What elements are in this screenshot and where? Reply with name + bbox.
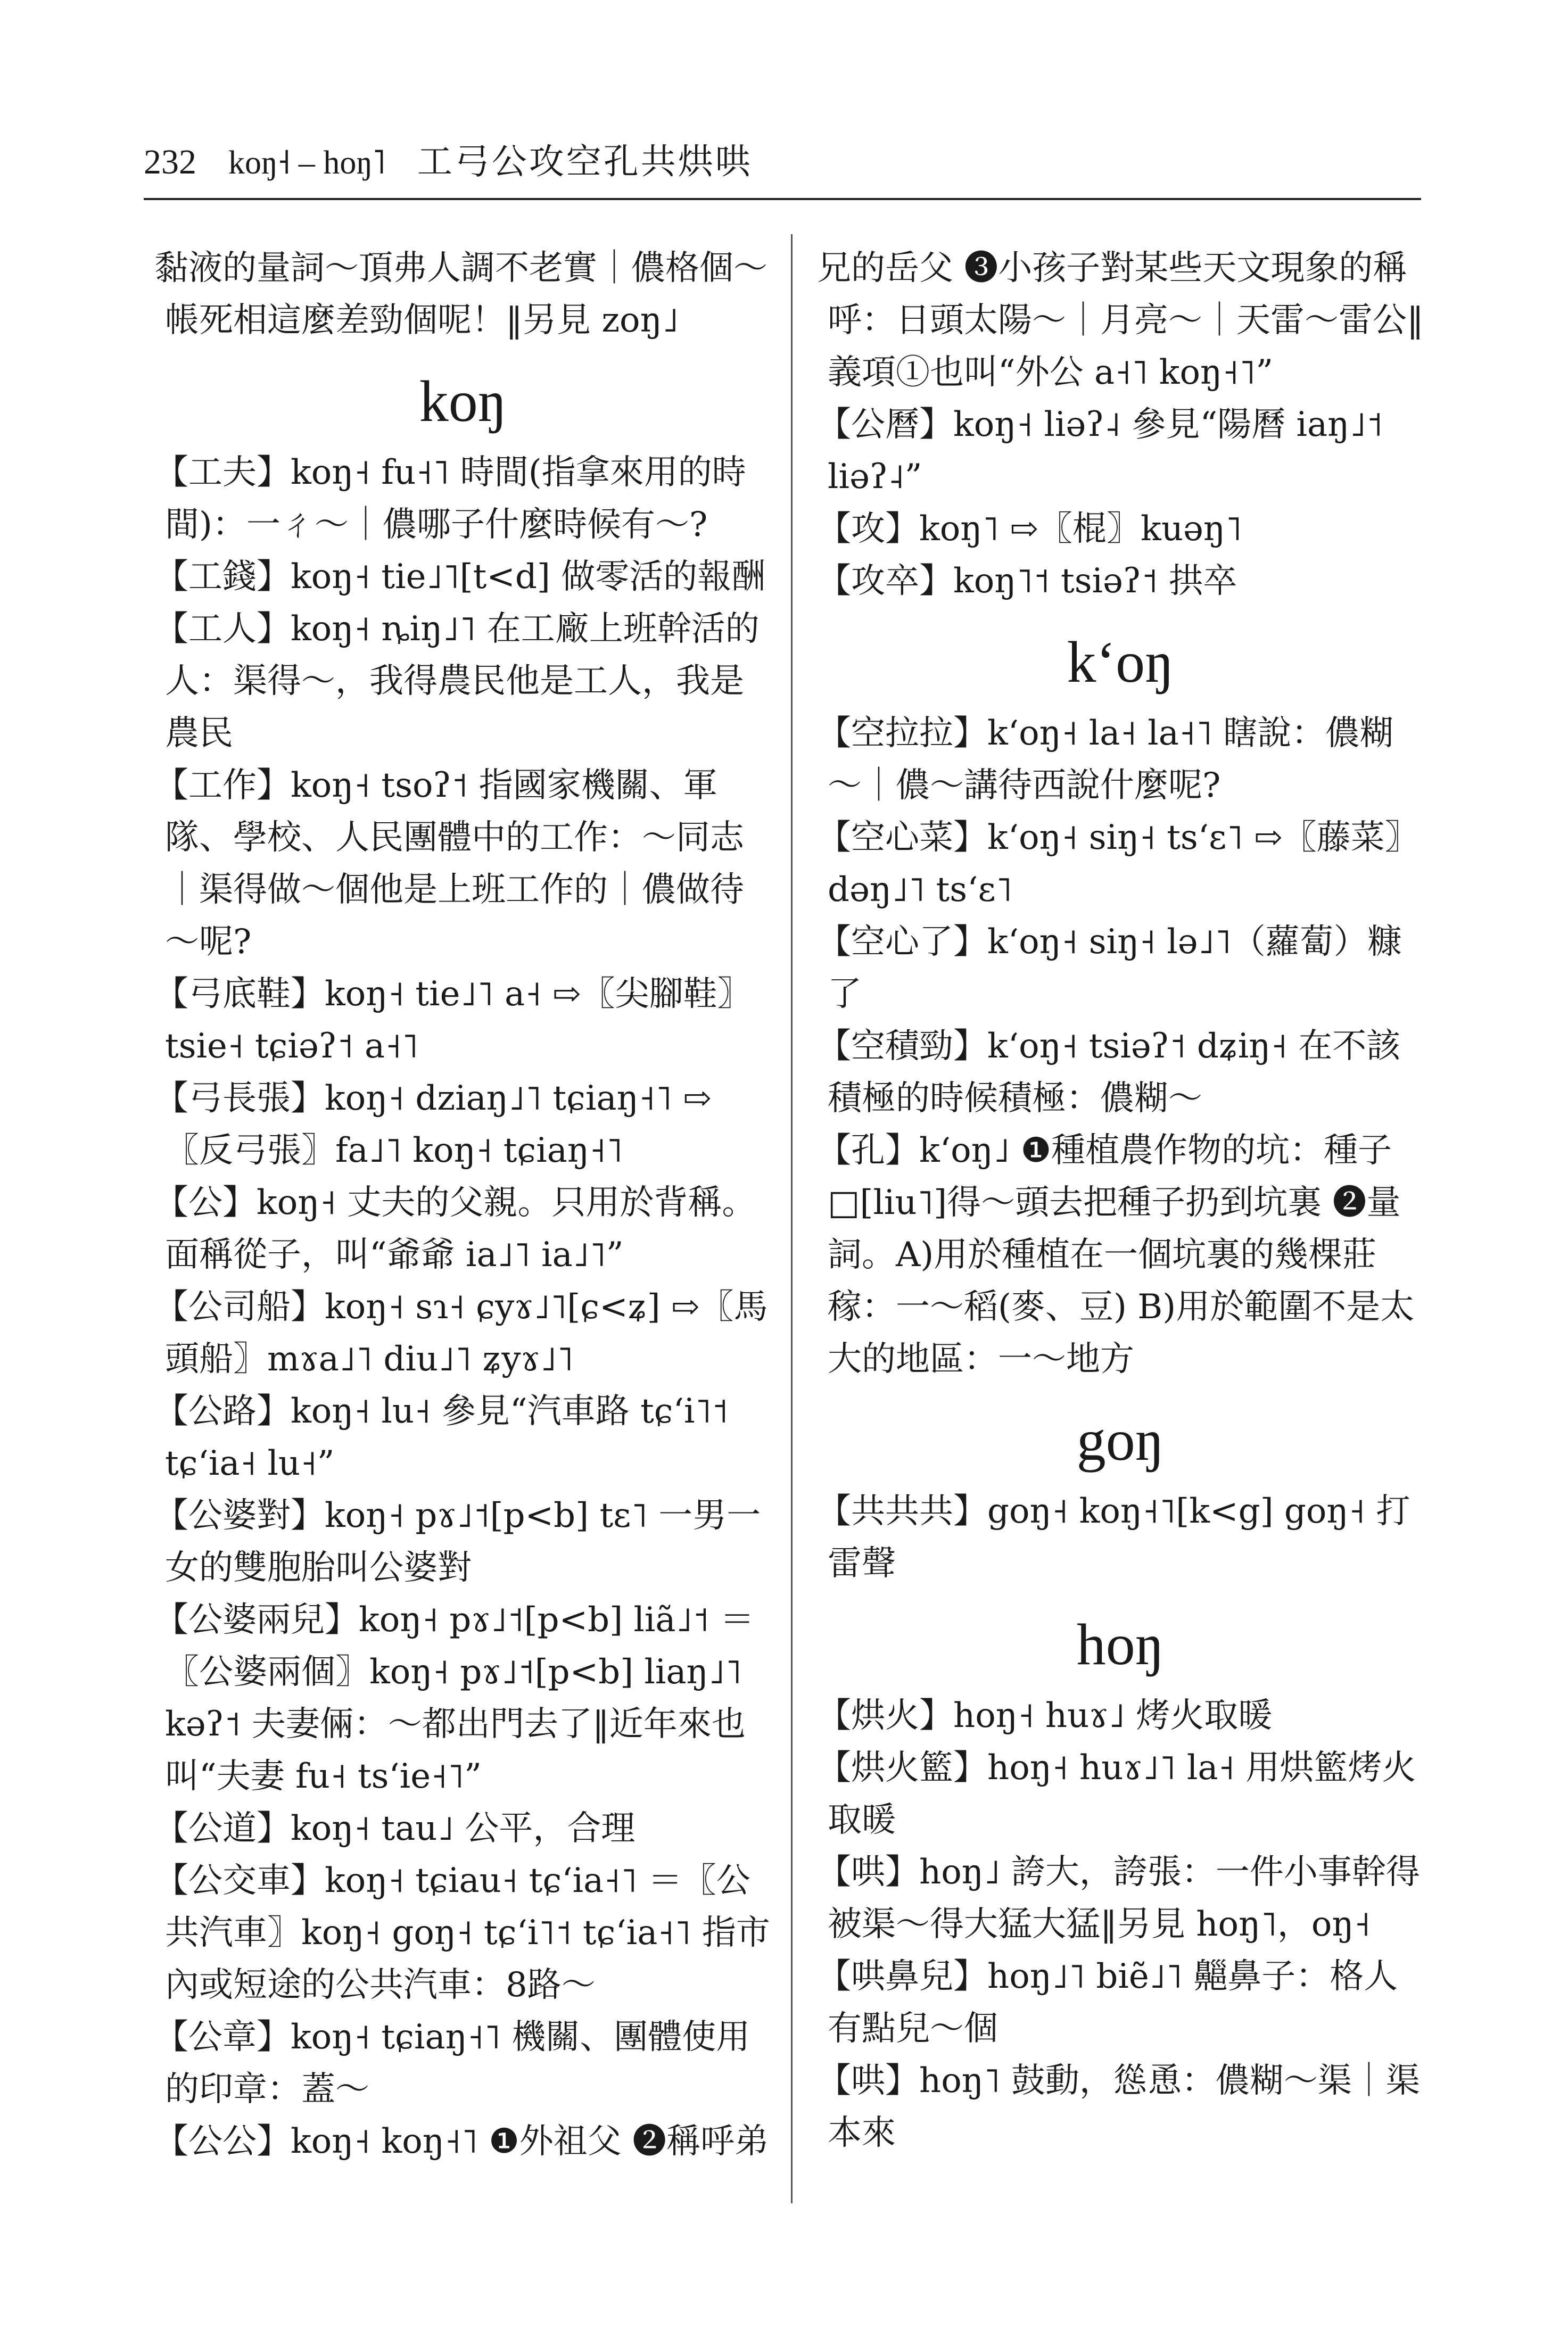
entry: 【空心了】kʻoŋ˧ siŋ˧ lə˩˥（蘿蔔）糠了: [817, 922, 1402, 1014]
entry: 【公章】koŋ˧ tɕiaŋ˧˥ 機關、團體使用的印章：蓋～: [154, 2018, 750, 2109]
entry: 【空積勁】kʻoŋ˧ tsiəʔ˦ dʑiŋ˧ 在不該積極的時候積極：儂糊～: [817, 1027, 1401, 1118]
entry: 【哄】hoŋ˥ 鼓動，慫恿：儂糊～渠｜渠本來: [817, 2061, 1420, 2153]
header-range: koŋ˧ – hoŋ˥: [228, 145, 385, 181]
entry-continuation: 兄的岳父 ❸小孩子對某些天文現象的稱呼：日頭太陽～｜月亮～｜天雷～雷公‖義項①也叫“外公 a˧˥ koŋ˧˥”: [817, 249, 1424, 392]
header-rule: [144, 198, 1421, 200]
section-heading-hong: hoŋ: [1076, 1612, 1165, 1677]
entry: 【工夫】koŋ˧ fu˧˥ 時間(指拿來用的時間)：一ㄔ～｜儂哪子什麼時候有～?: [154, 453, 746, 544]
entry-continuation: 黏液的量詞～頂弗人調不老實｜儂格個～帳死相這麼差勁個呢！‖另見 zoŋ˩: [154, 249, 768, 340]
page-number: 232: [144, 143, 196, 181]
entry: 【工作】koŋ˧ tsoʔ˦ 指國家機關、軍隊、學校、人民團體中的工作：～同志｜渠得做～個他是上班工作的｜儂做待～呢?: [154, 766, 744, 962]
entry: 【空拉拉】kʻoŋ˧ la˧ la˧˥ 瞎說：儂糊～｜儂～講待西說什麼呢?: [817, 714, 1394, 805]
entry: 【攻】koŋ˥ ⇨〖棍〗kuəŋ˥: [817, 509, 1242, 549]
entry: 【攻卒】koŋ˥˦ tsiəʔ˦ 拱卒: [817, 561, 1237, 601]
entry: 【烘火籃】hoŋ˧ huɤ˩˥ la˧ 用烘籃烤火取暖: [817, 1748, 1416, 1840]
header-chars: 工弓公攻空孔共烘哄: [417, 141, 753, 182]
entry: 【公】koŋ˧ 丈夫的父親。只用於背稱。面稱從子，叫“爺爺 ia˩˥ ia˩˥”: [154, 1183, 756, 1275]
entry: 【哄鼻兒】hoŋ˩˥ biẽ˩˥ 齆鼻子：格人有點兒～個: [817, 1957, 1398, 2048]
entry: 【公公】koŋ˧ koŋ˧˥ ❶外祖父 ❷稱呼弟: [154, 2122, 769, 2161]
entry: 【公司船】koŋ˧ sɿ˧ ɕyɤ˩˥[ɕ<ʑ] ⇨〖馬頭船〗mɤa˩˥ diu˩˥ ʑyɤ˩˥: [154, 1287, 768, 1379]
entry: 【公曆】koŋ˧ liəʔ˨ 參見“陽曆 iaŋ˩˦ liəʔ˨”: [817, 405, 1383, 497]
entry: 【烘火】hoŋ˧ huɤ˩ 烤火取暖: [817, 1696, 1273, 1735]
page-header: [144, 133, 1421, 192]
left-column: [154, 242, 772, 2168]
column-divider: [791, 234, 793, 2203]
entry: 【公婆兩兒】koŋ˧ pɤ˩˦[p<b] liã˩˦ ＝〖公婆兩個〗koŋ˧ pɤ˩˦[p<b] liaŋ˩˥ kəʔ˦ 夫妻倆：～都出門去了‖近年來也叫“夫妻 fu˧ tsʻie˧˥”: [154, 1600, 755, 1796]
entry: 【工人】koŋ˧ ȵiŋ˩˥ 在工廠上班幹活的人：渠得～，我得農民他是工人，我是農民: [154, 609, 760, 753]
section-heading-kong: koŋ: [419, 369, 507, 434]
entry: 【弓長張】koŋ˧ dziaŋ˩˥ tɕiaŋ˧˥ ⇨〖反弓張〗fa˩˥ koŋ˧ tɕiaŋ˧˥: [154, 1079, 712, 1170]
entry: 【公道】koŋ˧ tau˩ 公平，合理: [154, 1809, 636, 1848]
entry: 【公路】koŋ˧ lu˧ 參見“汽車路 tɕʻi˥˦ tɕʻia˧ lu˧”: [154, 1392, 729, 1483]
entry: 【工錢】koŋ˧ tie˩˥[t<d] 做零活的報酬: [154, 557, 766, 597]
entry: 【公交車】koŋ˧ tɕiau˧ tɕʻia˧˥ ＝〖公共汽車〗koŋ˧ goŋ˧ tɕʻi˥˦ tɕʻia˧˥ 指市內或短途的公共汽車：8路～: [154, 1861, 770, 2005]
entry: 【哄】hoŋ˩ 誇大，誇張：一件小事幹得被渠～得大猛大猛‖另見 hoŋ˥，oŋ˧: [817, 1853, 1420, 1944]
entry: 【弓底鞋】koŋ˧ tie˩˥ a˧ ⇨〖尖腳鞋〗tsie˧ tɕiəʔ˦ a˧˥: [154, 974, 752, 1066]
entry: 【公婆對】koŋ˧ pɤ˩˦[p<b] tɛ˥ 一男一女的雙胞胎叫公婆對: [154, 1496, 761, 1588]
section-heading-khong: kʻoŋ: [1067, 630, 1174, 695]
entry: 【孔】kʻoŋ˩ ❶種植農作物的坑：種子□[liu˥]得～頭去把種子扔到坑裏 ❷量詞。A)用於種植在一個坑裏的幾棵莊稼：一～稻(麥、豆) B)用於範圍不是太大的地區：一～地方: [817, 1131, 1415, 1379]
right-column: [817, 242, 1424, 2159]
section-heading-gong: goŋ: [1076, 1408, 1165, 1473]
entry: 【空心菜】kʻoŋ˧ siŋ˧ tsʻɛ˥ ⇨〖藤菜〗dəŋ˩˥ tsʻɛ˥: [817, 818, 1419, 910]
entry: 【共共共】goŋ˧ koŋ˧˥[k<g] goŋ˧ 打雷聲: [817, 1492, 1410, 1583]
